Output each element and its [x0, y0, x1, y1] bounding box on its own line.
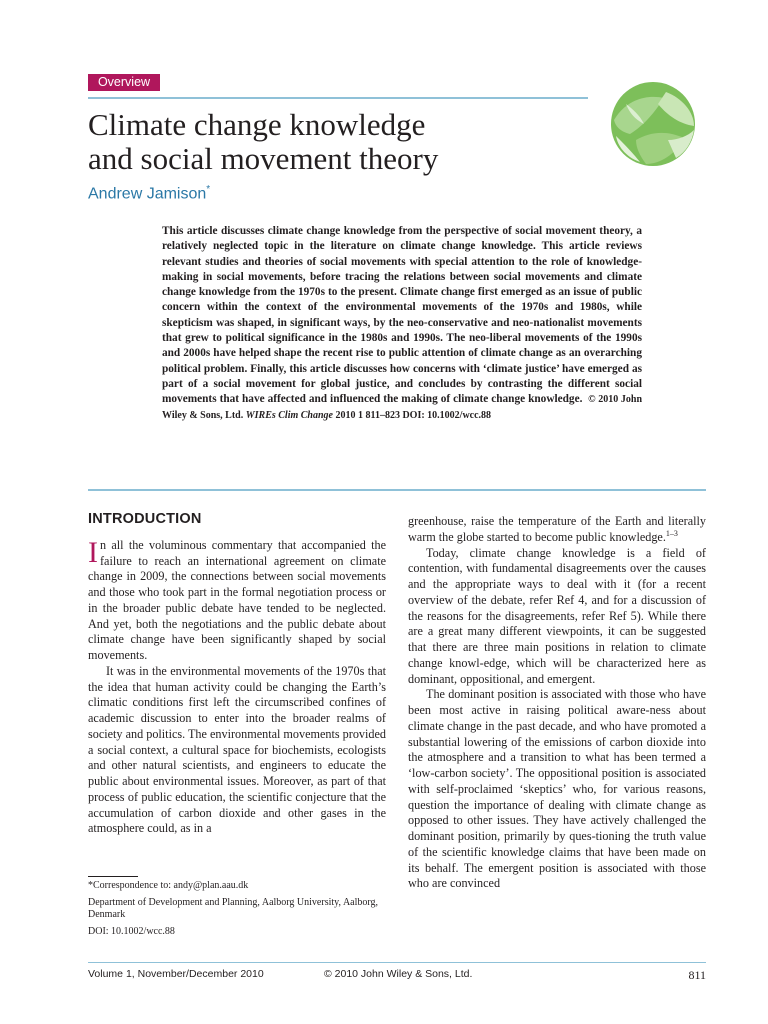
paragraph-text: n all the voluminous commentary that accompanied the failure to reach an international agreement on climate change in 2009, the connections between social movements and those who took part in the formal negotiation process or in the broader public debate have tended to be neglected. And yet, both the negotiations and the public debate about climate change have been significantly shaped by social movements. — [88, 537, 386, 662]
globe-leaf-logo-icon — [606, 80, 700, 168]
paragraph-text: greenhouse, raise the temperature of the Earth and literally warm the globe started to become public knowledge. — [408, 514, 706, 544]
citation-text: 2010 1 811–823 DOI: 10.1002/wcc.88 — [335, 409, 492, 421]
footer-copyright: © 2010 John Wiley & Sons, Ltd. — [324, 968, 473, 980]
abstract — [162, 224, 642, 423]
title-line-1: Climate change knowledge — [88, 107, 426, 142]
footnote-doi: DOI: 10.1002/wcc.88 — [88, 925, 175, 937]
paragraph — [88, 535, 386, 664]
footnote-correspondence: *Correspondence to: andy@plan.aau.dk — [88, 880, 249, 891]
footnote-affiliation: Department of Development and Planning, Aalborg University, Aalborg, Denmark — [88, 896, 379, 920]
drop-cap: I — [88, 535, 98, 569]
article-type-badge: Overview — [88, 74, 160, 91]
author — [88, 184, 210, 203]
title-line-2: and social movement theory — [88, 141, 439, 176]
footnote-rule — [88, 876, 138, 877]
article-title — [88, 108, 608, 176]
paragraph — [408, 514, 706, 546]
author-name: Andrew Jamison — [88, 185, 207, 203]
paragraph: It was in the environmental movements of the 1970s that the idea that human activity could be changing the Earth’s climatic conditions first left the circumscribed confines of academic discussion to enter into the broader realms of society and politics. The environmental movements provided a social context, a cultural space for biochemists, ecologists and other natural scientists, and engineers to educate the public about environmental issues. Moreover, as part of that process of public education, the scientific conjecture that the accumulation of carbon dioxide and other gases in the atmosphere could, as in a — [88, 663, 386, 836]
left-column — [88, 512, 386, 837]
footer-volume: Volume 1, November/December 2010 — [88, 968, 264, 980]
footnotes — [88, 880, 386, 942]
header-rule — [88, 97, 588, 99]
paragraph: Today, climate change knowledge is a field of contention, with fundamental disagreements over the causes and the appropriate ways to deal with it (for a recent overview of the debate, refer Ref 4, and for a discussion of the reasons for the disagreements, refer Ref 5). While there are a great many different viewpoints, it can be suggested that there are three main positions in relation to climate change knowl-edge, which will be characterized here as dominant, oppositional, and emergent. — [408, 545, 706, 686]
abstract-rule — [88, 489, 706, 491]
journal-name: WIREs Clim Change — [245, 409, 333, 421]
reference-superscript: 1–3 — [665, 528, 678, 538]
author-mark: * — [206, 184, 211, 195]
copyright-text: © 2010 John Wiley & Sons, Ltd. — [162, 394, 643, 421]
paragraph: The dominant position is associated with those who have been most active in raising political aware-ness about climate change in the past decade, and who have promoted a substantial lowering of the emissions of carbon dioxide into the atmosphere and a transition to what has been termed a ‘low-carbon society’. The oppositional position is associated with self-proclaimed ‘skeptics’ who, for various reasons, question the importance of dealing with climate change as opposed to other issues. They have actively challenged the dominant position, primarily by ques-tioning the truth value of the scientific knowledge claims that have been made on its behalf. The emergent position is associated with those who are convinced — [408, 687, 706, 891]
right-column — [408, 514, 706, 892]
abstract-text: This article discusses climate change knowledge from the perspective of social movement theory, a relatively neglected topic in the literature on climate change knowledge. This article reviews relevant studies and theories of social movements with special attention to the role of knowledge-making in social movements, before tracing the relations between social movements and climate change knowledge from the 1970s to the present. Climate change first emerged as an issue of public concern within the context of the environmental movements of the 1970s and 1980s, while skepticism was shaped, in significant ways, by the neo-conservative and neo-nationalist movements that grew to political significance in the 1980s and 1990s. The neo-liberal movements of the 1990s and 2000s have helped shape the recent rise to public attention of climate change as an overarching political problem. Finally, this article discusses how concerns with ‘climate justice’ have emerged as part of a social movement for global justice, and concludes by contrasting the different social movements that have affected and influenced the making of climate change knowledge. — [162, 225, 642, 406]
page-number: 811 — [688, 968, 706, 982]
footer-rule — [88, 962, 706, 963]
section-heading: INTRODUCTION — [88, 511, 202, 527]
